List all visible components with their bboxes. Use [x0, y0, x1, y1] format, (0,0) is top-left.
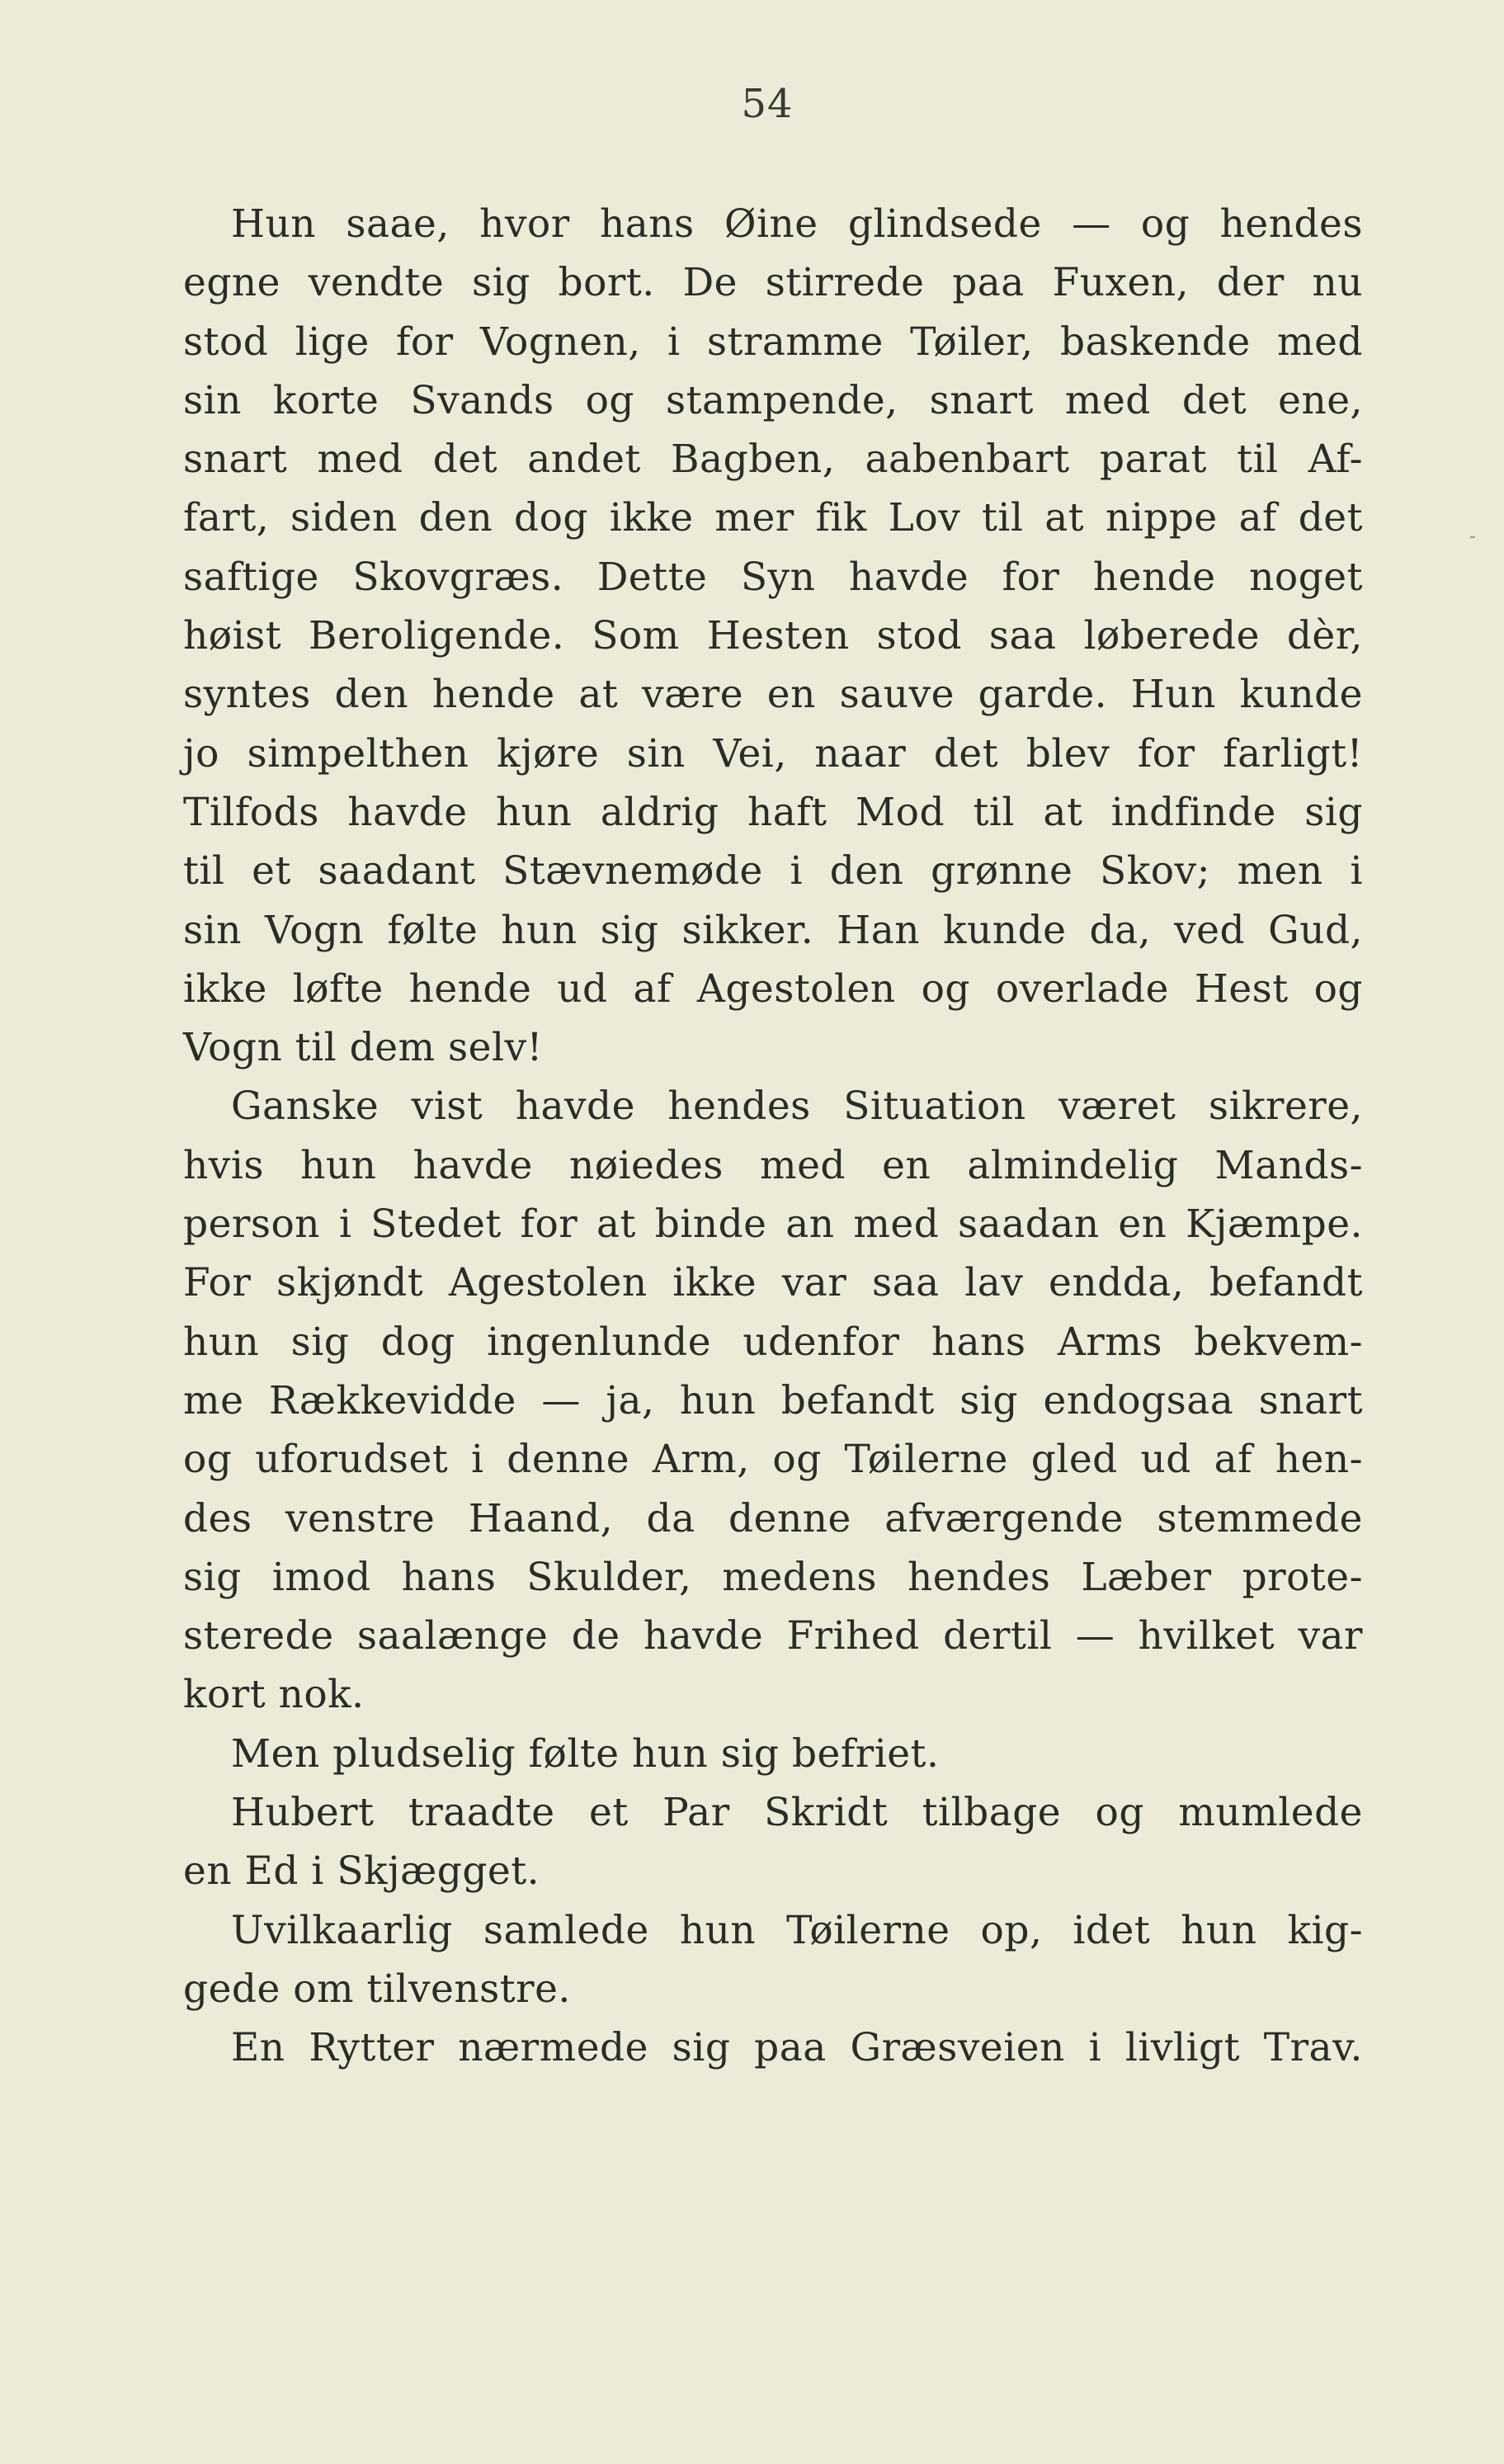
text-line: kort nok.: [183, 1672, 365, 1718]
text-line: Uvilkaarlig samlede hun Tøilerne op, idet hun kig-: [231, 1907, 1363, 1953]
text-line: til et saadant Stævnemøde i den grønne Skov; men i: [183, 848, 1363, 894]
text-line: snart med det andet Bagben, aabenbart parat til Af-: [183, 437, 1363, 483]
paragraph: [183, 1783, 1363, 1901]
text-line: saftige Skovgræs. Dette Syn havde for hende noget: [183, 554, 1363, 600]
text-line: des venstre Haand, da denne afværgende stemmede: [183, 1495, 1363, 1541]
text-line: og uforudset i denne Arm, og Tøilerne gled ud af hen-: [183, 1437, 1363, 1483]
paragraph: [183, 1077, 1363, 1724]
margin-speck: [1470, 536, 1475, 538]
text-line: sig imod hans Skulder, medens hendes Læber prote-: [183, 1554, 1363, 1600]
text-line: stod lige for Vognen, i stramme Tøiler, baskende med: [183, 319, 1363, 365]
text-line: ikke løfte hende ud af Agestolen og overlade Hest og: [183, 965, 1363, 1012]
text-line: jo simpelthen kjøre sin Vei, naar det blev for farligt!: [183, 730, 1363, 776]
text-line: hun sig dog ingenlunde udenfor hans Arms bekvem-: [183, 1319, 1363, 1365]
paragraph: [183, 195, 1363, 1077]
text-line: syntes den hende at være en sauve garde. Hun kunde: [183, 672, 1363, 718]
paragraph: [183, 1901, 1363, 2019]
text-line: person i Stedet for at binde an med saadan en Kjæmpe.: [183, 1201, 1363, 1248]
text-line: fart, siden den dog ikke mer fik Lov til at nippe af det: [183, 495, 1363, 541]
text-line: sin Vogn følte hun sig sikker. Han kunde da, ved Gud,: [183, 907, 1363, 953]
text-line: egne vendte sig bort. De stirrede paa Fuxen, der nu: [183, 260, 1363, 306]
paragraph: [183, 1725, 1363, 1783]
text-line: Hubert traadte et Par Skridt tilbage og mumlede: [231, 1790, 1363, 1836]
body-text: [183, 195, 1363, 2078]
text-line: en Ed i Skjægget.: [183, 1848, 540, 1895]
text-line: Ganske vist havde hendes Situation været sikrere,: [231, 1083, 1363, 1130]
text-line: sin korte Svands og stampende, snart med det ene,: [183, 377, 1363, 423]
text-line: høist Beroligende. Som Hesten stod saa løberede dèr,: [183, 613, 1363, 659]
text-line: gede om tilvenstre.: [183, 1966, 571, 2012]
text-line: sterede saalænge de havde Frihed dertil — hvilket var: [183, 1613, 1363, 1659]
text-line: me Rækkevidde — ja, hun befandt sig endogsaa snart: [183, 1377, 1363, 1423]
text-line: Men pludselig følte hun sig befriet.: [231, 1730, 940, 1777]
text-line: En Rytter nærmede sig paa Græsveien i livligt Trav.: [231, 2025, 1363, 2071]
text-line: For skjøndt Agestolen ikke var saa lav endda, befandt: [183, 1260, 1363, 1306]
page-number: 54: [741, 81, 794, 127]
text-line: Tilfods havde hun aldrig haft Mod til at indfinde sig: [183, 789, 1363, 835]
paragraph: [183, 2018, 1363, 2077]
text-line: hvis hun havde nøiedes med en almindelig Mands-: [183, 1142, 1363, 1188]
text-line: Vogn til dem selv!: [183, 1025, 543, 1071]
text-line: Hun saae, hvor hans Øine glindsede — og hendes: [231, 201, 1363, 247]
